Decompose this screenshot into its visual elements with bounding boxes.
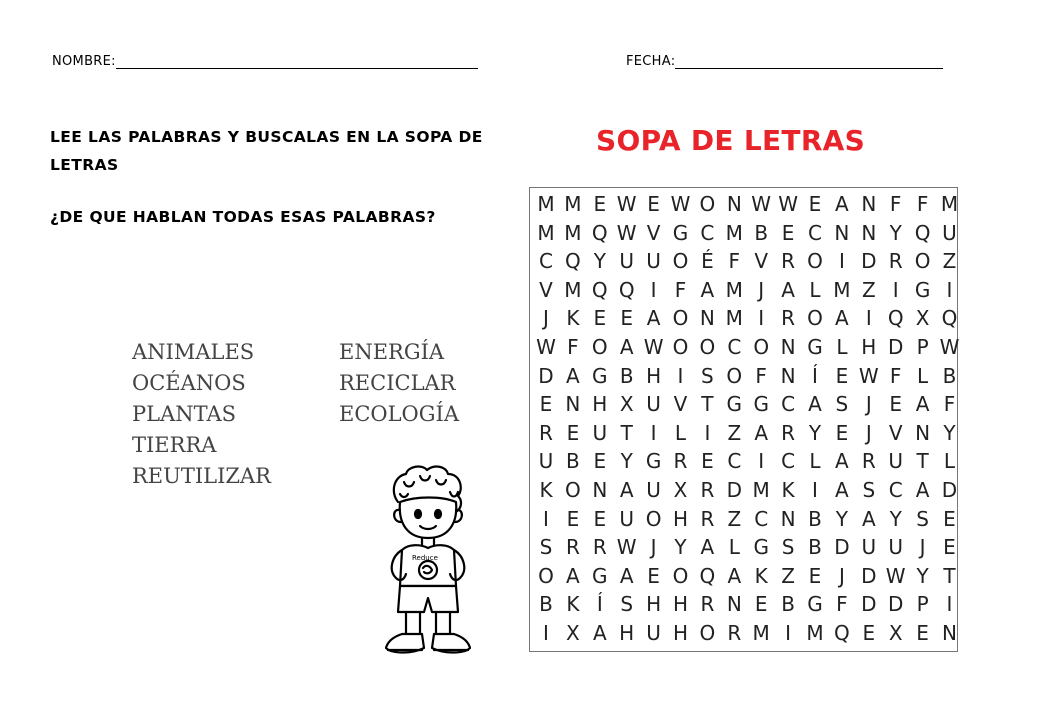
grid-letter[interactable]: W [616, 192, 637, 216]
grid-letter[interactable]: N [565, 392, 581, 417]
grid-letter[interactable]: O [726, 363, 743, 388]
grid-letter[interactable]: B [754, 220, 769, 245]
date-blank-line[interactable] [675, 55, 943, 69]
grid-letter[interactable]: A [566, 563, 580, 588]
grid-letter[interactable]: L [917, 363, 929, 388]
grid-letter[interactable]: I [543, 621, 549, 645]
grid-letter[interactable]: F [889, 363, 902, 388]
grid-letter[interactable]: A [700, 535, 715, 560]
grid-letter[interactable]: T [943, 563, 956, 588]
grid-letter[interactable]: F [836, 592, 848, 617]
grid-letter[interactable]: Z [781, 563, 795, 588]
grid-row [530, 276, 957, 304]
grid-letter[interactable]: R [727, 621, 742, 645]
grid-letter[interactable]: Q [618, 277, 635, 302]
grid-letter[interactable]: E [647, 192, 660, 216]
grid-letter[interactable]: F [889, 192, 902, 216]
grid-letter[interactable]: D [861, 592, 877, 617]
grid-letter[interactable]: R [888, 249, 903, 274]
grid-letter[interactable]: N [780, 506, 796, 531]
grid-letter[interactable]: B [781, 592, 795, 617]
grid-letter[interactable]: E [593, 306, 607, 331]
grid-letter[interactable]: R [565, 535, 580, 560]
grid-letter[interactable]: E [862, 621, 876, 645]
grid-letter[interactable]: J [543, 306, 549, 331]
grid-letter[interactable]: D [887, 592, 904, 617]
grid-letter[interactable]: A [566, 363, 580, 388]
grid-row [530, 533, 957, 561]
grid-letter[interactable]: U [619, 506, 634, 531]
grid-letter[interactable]: U [619, 249, 634, 274]
grid-letter[interactable]: Y [835, 506, 848, 531]
grid-letter[interactable]: D [941, 478, 958, 502]
grid-letter[interactable]: D [861, 563, 877, 588]
grid-row [530, 304, 957, 332]
grid-letter[interactable]: Q [565, 249, 581, 274]
grid-letter[interactable]: K [566, 592, 580, 617]
grid-letter[interactable]: C [727, 335, 742, 359]
grid-letter[interactable]: F [755, 363, 767, 388]
grid-letter[interactable]: S [539, 535, 553, 560]
grid-letter[interactable]: V [539, 277, 553, 302]
grid-letter[interactable]: G [592, 363, 608, 388]
grid-letter[interactable]: V [888, 420, 903, 445]
grid-letter[interactable]: N [834, 220, 850, 245]
grid-letter[interactable]: A [646, 306, 661, 331]
grid-letter[interactable]: W [751, 192, 772, 216]
grid-letter[interactable]: D [538, 363, 554, 388]
grid-letter[interactable]: A [835, 192, 849, 216]
grid-letter[interactable]: Y [889, 220, 902, 245]
grid-letter[interactable]: E [835, 363, 849, 388]
grid-letter[interactable]: Q [941, 306, 958, 331]
grid-letter[interactable]: A [781, 277, 795, 302]
grid-letter[interactable]: C [539, 249, 553, 274]
page-title: SOPA DE LETRAS [596, 124, 866, 157]
grid-letter[interactable]: M [752, 621, 770, 645]
grid-letter[interactable]: Í [812, 363, 818, 388]
grid-letter[interactable]: I [677, 363, 684, 388]
grid-letter[interactable]: B [808, 535, 822, 560]
grid-row [530, 619, 957, 647]
grid-letter[interactable]: Y [808, 420, 822, 445]
grid-letter[interactable]: Q [591, 220, 608, 245]
grid-letter[interactable]: J [758, 277, 765, 302]
grid-letter[interactable]: V [754, 249, 769, 274]
grid-letter[interactable]: H [592, 392, 608, 417]
word-item: TIERRA [132, 433, 217, 457]
grid-letter[interactable]: U [592, 420, 608, 445]
grid-letter[interactable]: W [616, 220, 637, 245]
grid-letter[interactable]: O [672, 563, 689, 588]
instruction-find-words: LEE LAS PALABRAS Y BUSCALAS EN LA SOPA DE LETRAS [50, 128, 483, 174]
grid-letter[interactable]: A [619, 478, 634, 502]
grid-letter[interactable]: M [725, 277, 743, 302]
grid-letter[interactable]: K [566, 306, 580, 331]
grid-letter[interactable]: E [943, 506, 956, 531]
grid-letter[interactable]: H [646, 363, 662, 388]
grid-letter[interactable]: H [672, 621, 689, 645]
grid-letter[interactable]: I [946, 277, 953, 302]
grid-letter[interactable]: L [674, 420, 687, 445]
grid-letter[interactable]: O [807, 306, 823, 331]
grid-row [530, 447, 957, 475]
grid-letter[interactable]: L [728, 535, 740, 560]
grid-row [530, 219, 957, 247]
grid-letter[interactable]: I [704, 420, 711, 445]
grid-row [530, 247, 957, 275]
grid-letter[interactable]: Y [916, 563, 929, 588]
name-blank-line[interactable] [116, 55, 478, 69]
grid-letter[interactable]: H [672, 592, 689, 617]
word-item: PLANTAS [132, 402, 237, 426]
grid-letter[interactable]: N [861, 192, 877, 216]
grid-letter[interactable]: P [916, 335, 929, 359]
grid-letter[interactable]: A [592, 621, 607, 645]
word-item: ENERGÍA [339, 340, 445, 364]
grid-letter[interactable]: U [942, 220, 957, 245]
grid-letter[interactable]: G [807, 335, 823, 359]
grid-letter[interactable]: O [807, 249, 823, 274]
grid-letter[interactable]: L [943, 449, 956, 474]
grid-letter[interactable]: M [806, 621, 824, 645]
grid-letter[interactable]: Z [727, 420, 742, 445]
grid-letter[interactable]: A [700, 277, 715, 302]
grid-letter[interactable]: A [619, 335, 634, 359]
grid-letter[interactable]: U [888, 449, 903, 474]
grid-letter[interactable]: N [726, 192, 742, 216]
grid-letter[interactable]: E [916, 621, 929, 645]
grid-letter[interactable]: H [672, 506, 689, 531]
grid-letter[interactable]: S [916, 506, 929, 531]
grid-letter[interactable]: Q [834, 621, 850, 645]
grid-letter[interactable]: A [861, 506, 876, 531]
grid-letter[interactable]: S [701, 363, 714, 388]
grid-letter[interactable]: D [834, 535, 850, 560]
grid-letter[interactable]: E [754, 592, 768, 617]
grid-letter[interactable]: J [838, 563, 845, 588]
grid-letter[interactable]: W [536, 335, 556, 359]
grid-letter[interactable]: E [808, 192, 822, 216]
grid-letter[interactable]: A [915, 392, 930, 417]
grid-letter[interactable]: E [620, 306, 633, 331]
grid-row [530, 419, 957, 447]
grid-letter[interactable]: R [861, 449, 876, 474]
grid-letter[interactable]: O [591, 335, 608, 359]
grid-letter[interactable]: N [780, 363, 796, 388]
grid-letter[interactable]: C [727, 449, 742, 474]
grid-letter[interactable]: Í [596, 592, 603, 617]
grid-row [530, 476, 957, 504]
grid-letter[interactable]: F [674, 277, 687, 302]
grid-letter[interactable]: U [888, 535, 903, 560]
date-field [626, 54, 943, 69]
grid-letter[interactable]: R [781, 249, 796, 274]
grid-letter[interactable]: X [566, 621, 580, 645]
grid-letter[interactable]: E [566, 506, 580, 531]
word-item: ANIMALES [132, 340, 255, 364]
grid-letter[interactable]: F [916, 192, 929, 216]
grid-letter[interactable]: J [865, 420, 872, 445]
grid-letter[interactable]: W [670, 192, 691, 216]
grid-letter[interactable]: M [725, 306, 743, 331]
grid-letter[interactable]: E [889, 392, 902, 417]
grid-letter[interactable]: H [861, 335, 877, 359]
grid-letter[interactable]: X [888, 621, 903, 645]
grid-letter[interactable]: A [915, 478, 930, 502]
grid-letter[interactable]: M [725, 220, 743, 245]
grid-letter[interactable]: E [593, 449, 607, 474]
grid-letter[interactable]: A [835, 449, 849, 474]
word-item: REUTILIZAR [132, 464, 271, 488]
grid-letter[interactable]: M [940, 192, 959, 216]
grid-letter[interactable]: Y [593, 249, 606, 274]
grid-letter[interactable]: C [781, 392, 796, 417]
grid-row [530, 590, 957, 618]
grid-letter[interactable]: I [946, 592, 953, 617]
grid-letter[interactable]: W [778, 192, 798, 216]
grid-letter[interactable]: N [726, 592, 742, 617]
grid-letter[interactable]: M [564, 220, 582, 245]
grid-letter[interactable]: G [592, 563, 608, 588]
grid-letter[interactable]: L [809, 277, 821, 302]
grid-letter[interactable]: Q [887, 306, 904, 331]
date-label: FECHA: [626, 54, 676, 69]
grid-letter[interactable]: C [754, 506, 769, 531]
boy-cartoon-icon [372, 462, 482, 666]
grid-letter[interactable]: B [808, 506, 822, 531]
grid-letter[interactable]: T [701, 392, 714, 417]
grid-letter[interactable]: K [781, 478, 795, 502]
grid-letter[interactable]: F [728, 249, 741, 274]
grid-letter[interactable]: O [672, 249, 689, 274]
grid-letter[interactable]: I [865, 306, 872, 331]
grid-letter[interactable]: S [862, 478, 876, 502]
grid-letter[interactable]: F [567, 335, 579, 359]
grid-letter[interactable]: A [835, 478, 849, 502]
shirt-text: Reduce [412, 554, 438, 562]
grid-letter[interactable]: J [919, 535, 926, 560]
grid-letter[interactable]: M [537, 220, 555, 245]
grid-letter[interactable]: N [592, 478, 608, 502]
grid-letter[interactable]: M [564, 277, 582, 302]
grid-letter[interactable]: U [646, 249, 661, 274]
grid-letter[interactable]: É [701, 249, 714, 274]
grid-letter[interactable]: V [646, 220, 661, 245]
grid-letter[interactable]: V [673, 392, 688, 417]
grid-letter[interactable]: R [592, 535, 607, 560]
grid-letter[interactable]: E [593, 192, 607, 216]
grid-row [530, 505, 957, 533]
grid-letter[interactable]: R [781, 306, 796, 331]
grid-letter[interactable]: N [942, 621, 957, 645]
grid-letter[interactable]: A [808, 392, 822, 417]
grid-letter[interactable]: U [646, 478, 661, 502]
grid-row [530, 190, 957, 218]
grid-letter[interactable]: G [726, 392, 743, 417]
grid-letter[interactable]: X [673, 478, 688, 502]
grid-letter[interactable]: T [916, 449, 929, 474]
grid-letter[interactable]: I [838, 249, 845, 274]
grid-letter[interactable]: I [543, 506, 549, 531]
grid-letter[interactable]: U [861, 535, 877, 560]
grid-letter[interactable]: P [916, 592, 929, 617]
grid-letter[interactable]: O [699, 621, 716, 645]
grid-letter[interactable]: Z [942, 249, 957, 274]
grid-letter[interactable]: Y [674, 535, 687, 560]
grid-letter[interactable]: O [672, 335, 689, 359]
grid-letter[interactable]: I [758, 449, 765, 474]
grid-letter[interactable]: E [701, 449, 714, 474]
grid-letter[interactable]: G [807, 592, 823, 617]
grid-row [530, 562, 957, 590]
grid-letter[interactable]: R [700, 478, 715, 502]
grid-letter[interactable]: T [620, 420, 633, 445]
grid-letter[interactable]: O [699, 192, 716, 216]
grid-letter[interactable]: L [809, 449, 821, 474]
grid-letter[interactable]: O [699, 335, 716, 359]
grid-letter[interactable]: E [835, 420, 849, 445]
grid-letter[interactable]: G [672, 220, 689, 245]
grid-letter[interactable]: C [781, 449, 796, 474]
grid-letter[interactable]: W [616, 535, 637, 560]
grid-letter[interactable]: I [785, 621, 792, 645]
grid-letter[interactable]: O [538, 563, 554, 588]
grid-letter[interactable]: R [781, 420, 796, 445]
word-list-column-2 [339, 337, 459, 430]
grid-letter[interactable]: C [888, 478, 903, 502]
grid-letter[interactable]: O [645, 506, 662, 531]
grid-letter[interactable]: G [914, 277, 931, 302]
grid-letter[interactable]: I [892, 277, 899, 302]
grid-letter[interactable]: Z [861, 277, 876, 302]
grid-letter[interactable]: B [619, 363, 634, 388]
grid-row [530, 362, 957, 390]
grid-letter[interactable]: Q [914, 220, 931, 245]
grid-letter[interactable]: A [754, 420, 769, 445]
grid-letter[interactable]: Q [699, 563, 716, 588]
grid-letter[interactable]: U [538, 449, 554, 474]
grid-letter[interactable]: C [808, 220, 822, 245]
grid-letter[interactable]: A [619, 563, 634, 588]
grid-letter[interactable]: W [885, 563, 906, 588]
word-search-grid [529, 187, 958, 652]
name-label: NOMBRE: [52, 54, 116, 69]
grid-letter[interactable]: O [914, 249, 931, 274]
instruction-question: ¿DE QUE HABLAN TODAS ESAS PALABRAS? [50, 208, 436, 226]
grid-letter[interactable]: M [833, 277, 851, 302]
grid-letter[interactable]: J [865, 392, 872, 417]
grid-letter[interactable]: I [650, 277, 657, 302]
word-item: ECOLOGÍA [339, 402, 460, 426]
grid-letter[interactable]: H [646, 592, 662, 617]
grid-letter[interactable]: E [593, 506, 607, 531]
grid-letter[interactable]: R [700, 592, 715, 617]
grid-row [530, 390, 957, 418]
grid-letter[interactable]: B [539, 592, 553, 617]
grid-letter[interactable]: B [942, 363, 957, 388]
grid-letter[interactable]: H [619, 621, 635, 645]
grid-letter[interactable]: K [539, 478, 553, 502]
grid-row [530, 333, 960, 361]
grid-letter[interactable]: G [753, 392, 769, 417]
grid-letter[interactable]: N [915, 420, 931, 445]
grid-letter[interactable]: F [943, 392, 956, 417]
grid-letter[interactable]: W [643, 335, 664, 359]
grid-letter[interactable]: O [565, 478, 581, 502]
grid-letter[interactable]: E [647, 563, 660, 588]
grid-letter[interactable]: N [780, 335, 796, 359]
grid-letter[interactable]: Y [889, 506, 902, 531]
grid-letter[interactable]: E [566, 420, 580, 445]
grid-letter[interactable]: D [726, 478, 742, 502]
grid-letter[interactable]: D [861, 249, 877, 274]
grid-letter[interactable]: S [620, 592, 634, 617]
grid-letter[interactable]: X [915, 306, 930, 331]
grid-letter[interactable]: U [646, 392, 661, 417]
grid-letter[interactable]: B [566, 449, 580, 474]
grid-letter[interactable]: E [943, 535, 956, 560]
grid-letter[interactable]: A [835, 306, 849, 331]
grid-letter[interactable]: D [887, 335, 904, 359]
grid-letter[interactable]: A [727, 563, 742, 588]
grid-letter[interactable]: I [758, 306, 765, 331]
grid-letter[interactable]: I [812, 478, 818, 502]
grid-letter[interactable]: G [753, 535, 769, 560]
grid-letter[interactable]: M [537, 192, 555, 216]
grid-letter[interactable]: M [564, 192, 582, 216]
grid-letter[interactable]: E [781, 220, 795, 245]
grid-letter[interactable]: U [646, 621, 661, 645]
grid-letter[interactable]: O [753, 335, 770, 359]
grid-letter[interactable]: Z [727, 506, 742, 531]
grid-letter[interactable]: Y [620, 449, 633, 474]
word-item: OCÉANOS [132, 371, 246, 395]
grid-letter[interactable]: W [939, 335, 960, 359]
grid-letter[interactable]: S [835, 392, 849, 417]
grid-letter[interactable]: I [650, 420, 657, 445]
grid-letter[interactable]: R [700, 506, 715, 531]
grid-letter[interactable]: Q [591, 277, 608, 302]
grid-letter[interactable]: N [699, 306, 715, 331]
grid-letter[interactable]: M [752, 478, 770, 502]
grid-letter[interactable]: K [754, 563, 768, 588]
grid-letter[interactable]: E [539, 392, 553, 417]
grid-letter[interactable]: W [858, 363, 879, 388]
grid-letter[interactable]: J [650, 535, 657, 560]
word-list-column-1 [132, 337, 271, 492]
grid-letter[interactable]: L [836, 335, 848, 359]
grid-letter[interactable]: E [808, 563, 822, 588]
grid-letter[interactable]: N [861, 220, 877, 245]
grid-letter[interactable]: R [539, 420, 553, 445]
grid-letter[interactable]: G [645, 449, 662, 474]
grid-letter[interactable]: Y [943, 420, 956, 445]
grid-letter[interactable]: C [700, 220, 715, 245]
grid-letter[interactable]: X [619, 392, 634, 417]
grid-letter[interactable]: O [672, 306, 689, 331]
word-item: RECICLAR [339, 371, 456, 395]
name-field [52, 54, 478, 69]
grid-letter[interactable]: S [781, 535, 795, 560]
grid-letter[interactable]: R [673, 449, 688, 474]
